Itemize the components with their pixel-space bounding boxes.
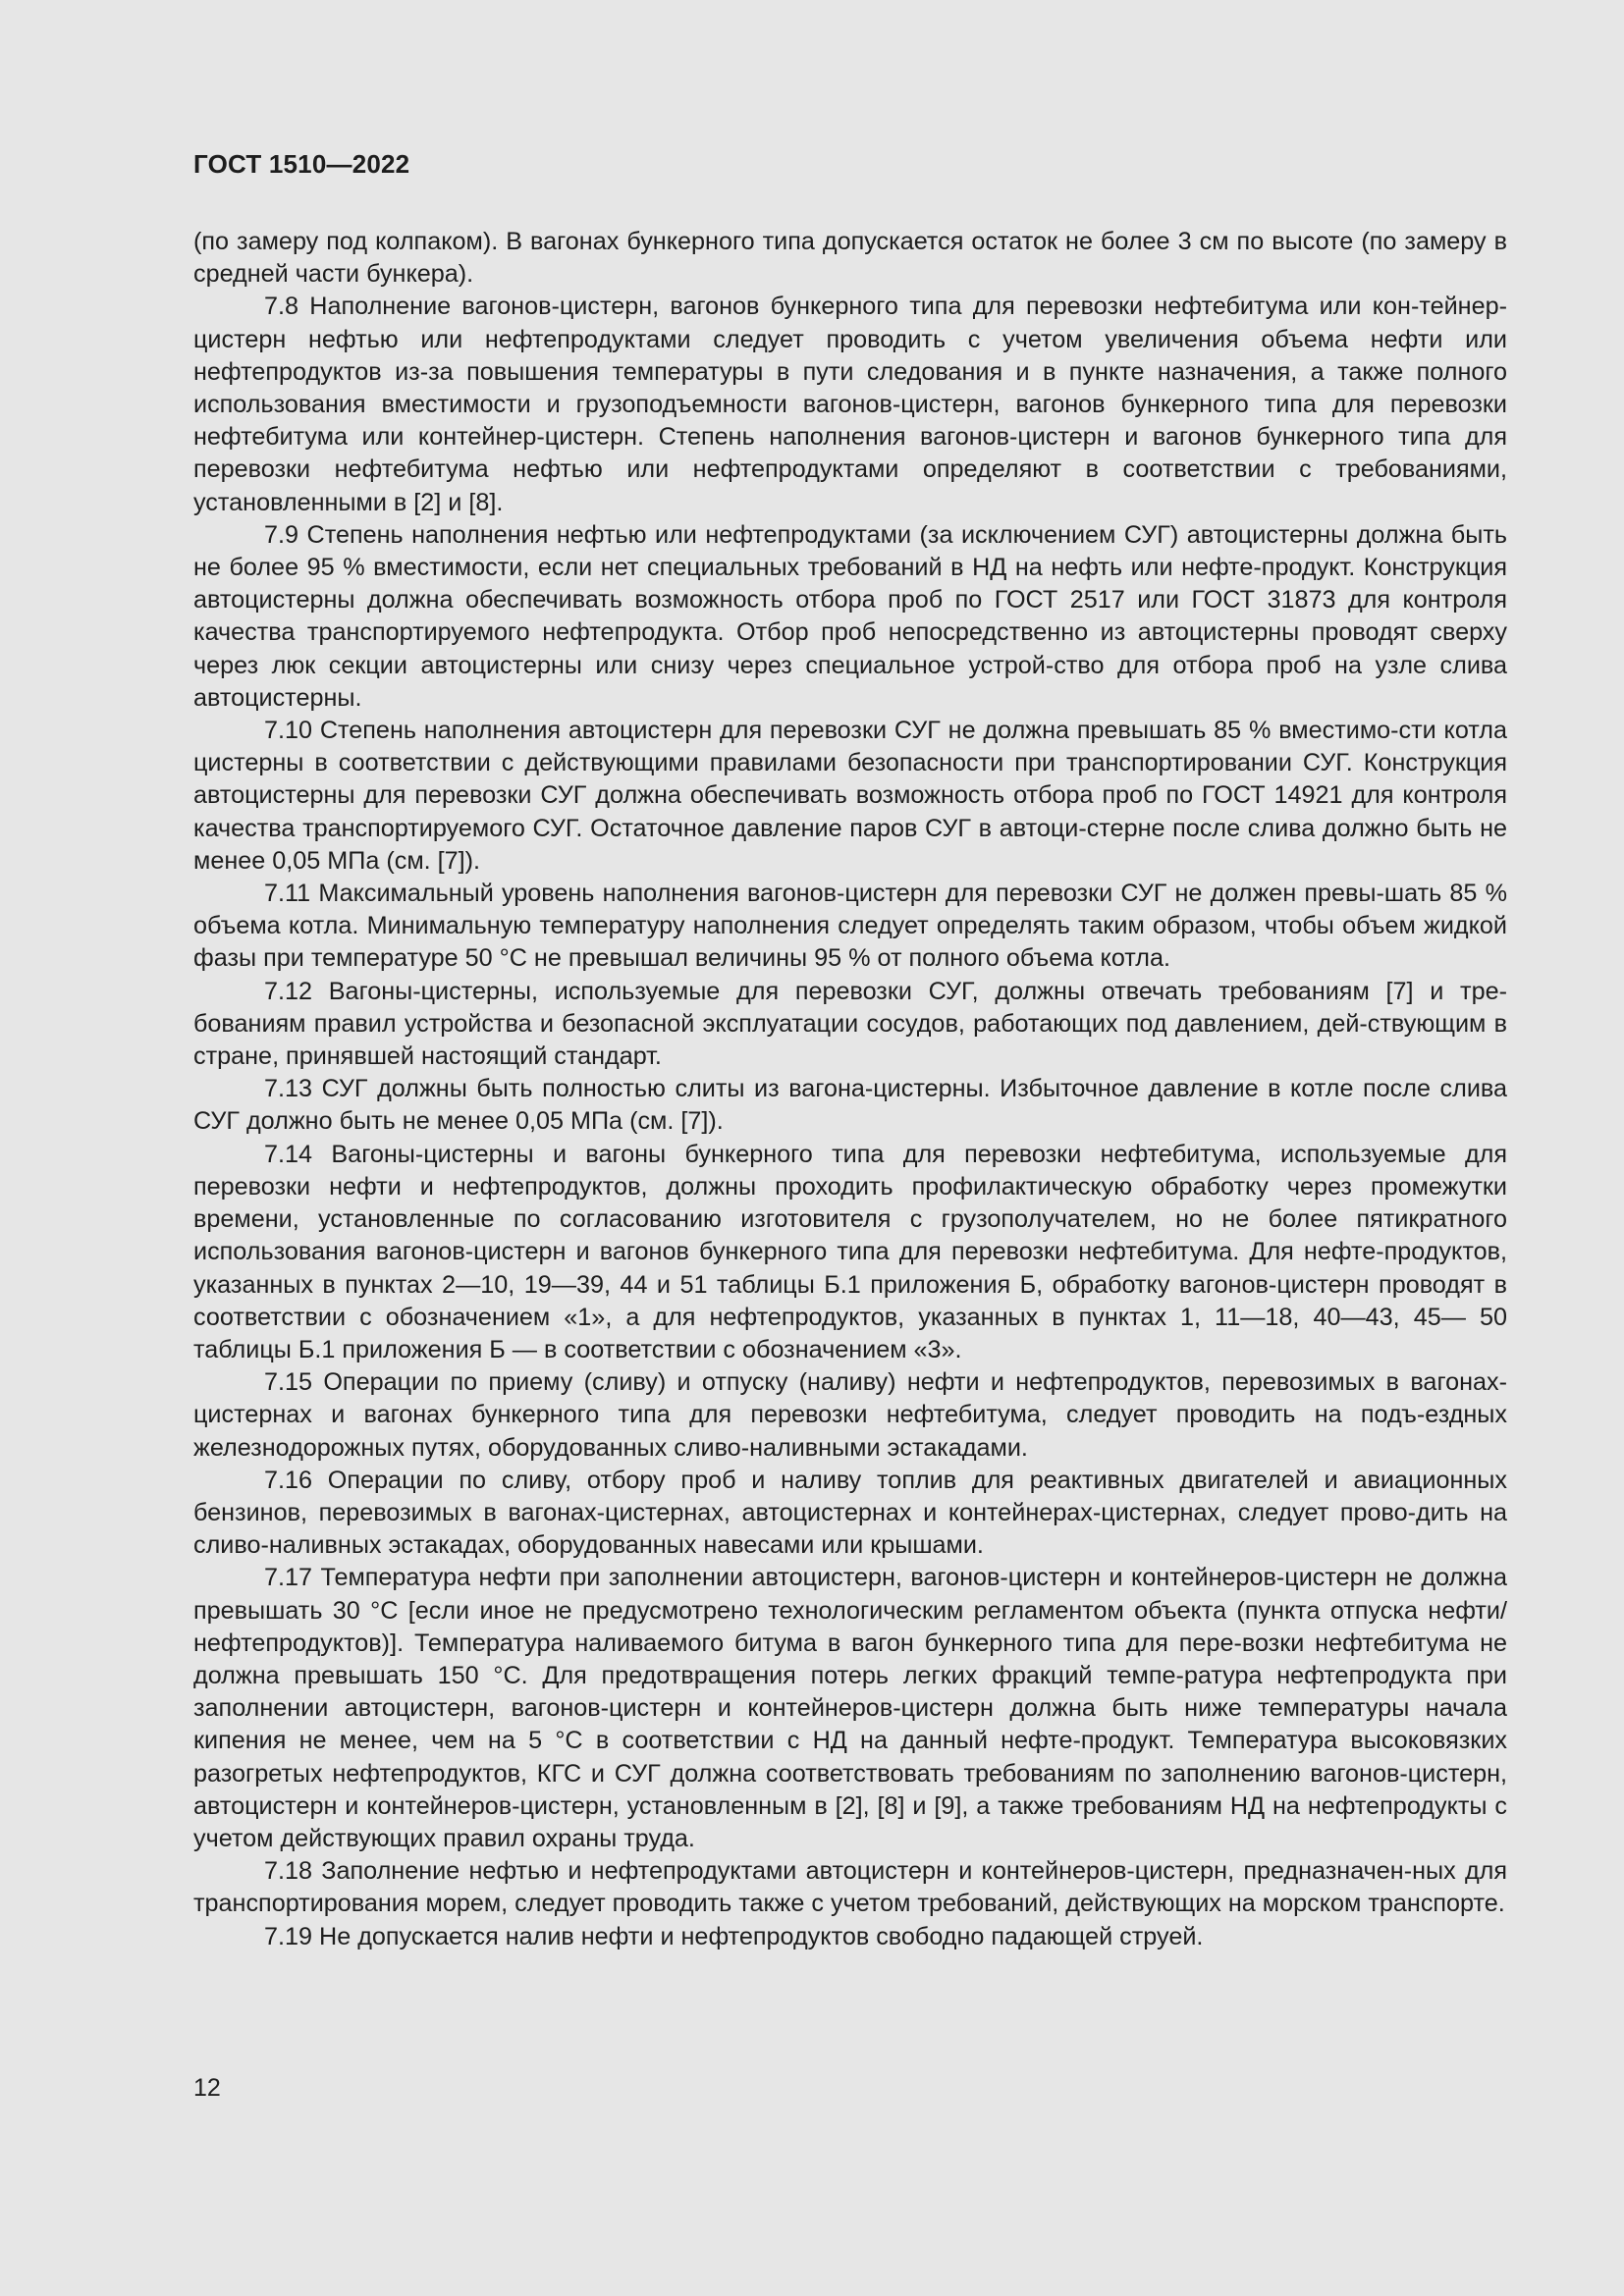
paragraph-7-16: 7.16 Операции по сливу, отбору проб и наливу топлив для реактивных двигателей и авиационных бензинов, перевозимых в вагонах-цистернах, автоцистернах и контейнерах-цистернах, следует прово-дить на сливо-наливных эстакадах, оборудованных навесами или крышами.: [193, 1466, 1507, 1560]
paragraph-7-9: 7.9 Степень наполнения нефтью или нефтепродуктами (за исключением СУГ) автоцистерны должна быть не более 95 % вместимости, если нет специальных требований в НД на нефть или нефте-продукт. Конструкция автоцистерны должна обеспечивать возможность отбора проб по ГОСТ 2517 или ГОСТ 31873 для контроля качества транспортируемого нефтепродукта. Отбор проб непосредственно из автоцистерны проводят сверху через люк секции автоцистерны или снизу через специальное устрой-ство для отбора проб на узле слива автоцистерны.: [193, 520, 1507, 712]
paragraph-7-8: 7.8 Наполнение вагонов-цистерн, вагонов бункерного типа для перевозки нефтебитума или кон-тейнер-цистерн нефтью или нефтепродуктами следует проводить с учетом увеличения объема нефти или нефтепродуктов из-за повышения температуры в пути следования и в пункте назначения, а также полного использования вместимости и грузоподъемности вагонов-цистерн, вагонов бункерного типа для перевозки нефтебитума или контейнер-цистерн. Степень наполнения вагонов-цистерн и вагонов бункерного типа для перевозки нефтебитума нефтью или нефтепродуктами определяют в соответствии с требованиями, установленными в [2] и [8].: [193, 293, 1507, 516]
paragraph-7-17: 7.17 Температура нефти при заполнении автоцистерн, вагонов-цистерн и контейнеров-цистерн не должна превышать 30 °C [если иное не предусмотрено технологическим регламентом объекта (пункта отпуска нефти/нефтепродуктов)]. Температура наливаемого битума в вагон бункерного типа для пере-возки нефтебитума не должна превышать 150 °C. Для предотвращения потерь легких фракций темпе-ратура нефтепродукта при заполнении автоцистерн, вагонов-цистерн и контейнеров-цистерн должна быть ниже температуры начала кипения не менее, чем на 5 °C в соответствии с НД на данный нефте-продукт. Температура высоковязких разогретых нефтепродуктов, КГС и СУГ должна соответствовать требованиям по заполнению вагонов-цистерн, автоцистерн и контейнеров-цистерн, установленным в [2], [8] и [9], а также требованиям НД на нефтепродукты с учетом действующих правил охраны труда.: [193, 1564, 1507, 1852]
paragraph-7-12: 7.12 Вагоны-цистерны, используемые для перевозки СУГ, должны отвечать требованиям [7] и тре-бованиям правил устройства и безопасной эксплуатации сосудов, работающих под давлением, дей-ствующим в стране, принявшей настоящий стандарт.: [193, 977, 1507, 1071]
document-header: ГОСТ 1510—2022: [193, 149, 410, 179]
paragraph-7-19: 7.19 Не допускается налив нефти и нефтепродуктов свободно падающей струей.: [264, 1922, 1204, 1950]
paragraph-7-10: 7.10 Степень наполнения автоцистерн для перевозки СУГ не должна превышать 85 % вместимо-сти котла цистерны в соответствии с действующими правилами безопасности при транспортировании СУГ. Конструкция автоцистерны для перевозки СУГ должна обеспечивать возможность отбора проб по ГОСТ 14921 для контроля качества транспортируемого СУГ. Остаточное давление паров СУГ в автоци-стерне после слива должно быть не менее 0,05 МПа (см. [7]).: [193, 717, 1507, 875]
body-text: [193, 226, 1507, 1953]
paragraph-7-15: 7.15 Операции по приему (сливу) и отпуску (наливу) нефти и нефтепродуктов, перевозимых в вагонах-цистернах и вагонах бункерного типа для перевозки нефтебитума, следует проводить на подъ-ездных железнодорожных путях, оборудованных сливо-наливными эстакадами.: [193, 1368, 1507, 1462]
paragraph-continuation: (по замеру под колпаком). В вагонах бункерного типа допускается остаток не более 3 см по высоте (по замеру в средней части бункера).: [193, 228, 1507, 289]
paragraph-7-14: 7.14 Вагоны-цистерны и вагоны бункерного типа для перевозки нефтебитума, используемые для перевозки нефти и нефтепродуктов, должны проходить профилактическую обработку через промежутки времени, установленные по согласованию изготовителя с грузополучателем, но не более пятикратного использования вагонов-цистерн и вагонов бункерного типа для перевозки нефтебитума. Для нефте-продуктов, указанных в пунктах 2—10, 19—39, 44 и 51 таблицы Б.1 приложения Б, обработку вагонов-цистерн проводят в соответствии с обозначением «1», а для нефтепродуктов, указанных в пунктах 1, 11—18, 40—43, 45— 50 таблицы Б.1 приложения Б — в соответствии с обозначением «3».: [193, 1140, 1507, 1363]
paragraph-7-13: 7.13 СУГ должны быть полностью слиты из вагона-цистерны. Избыточное давление в котле после слива СУГ должно быть не менее 0,05 МПа (см. [7]).: [193, 1075, 1507, 1136]
paragraph-7-11: 7.11 Максимальный уровень наполнения вагонов-цистерн для перевозки СУГ не должен превы-шать 85 % объема котла. Минимальную температуру наполнения следует определять таким образом, чтобы объем жидкой фазы при температуре 50 °C не превышал величины 95 % от полного объема котла.: [193, 880, 1507, 973]
paragraph-7-18: 7.18 Заполнение нефтью и нефтепродуктами автоцистерн и контейнеров-цистерн, предназначен-ных для транспортирования морем, следует проводить также с учетом требований, действующих на морском транспорте.: [193, 1857, 1507, 1918]
page-number: 12: [193, 2074, 221, 2102]
